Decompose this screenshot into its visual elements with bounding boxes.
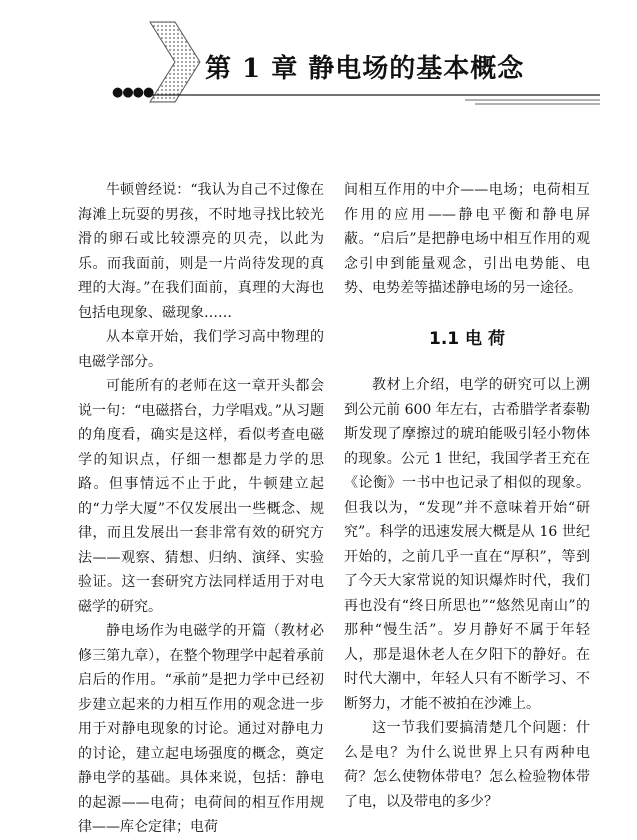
chapter-title: 第 1 章 静电场的基本概念 (205, 54, 525, 84)
paragraph: 静电场作为电磁学的开篇（教材必修三第九章），在整个物理学中起着承前启后的作用。“承前”是把力学中已经初步建立起来的力相互作用的观念进一步用于对静电现象的讨论。通过对静电力的讨论，建立起电场强度的概念，奠定静电学的基础。具体来说，包括：静电的起源——电荷；电荷间的相互作用规律——库仑定律；电荷 (78, 623, 324, 835)
left-column (78, 178, 324, 840)
right-column (344, 178, 590, 814)
paragraph: 从本章开始，我们学习高中物理的电磁学部分。 (78, 329, 324, 370)
paragraph: 牛顿曾经说：“我认为自己不过像在海滩上玩耍的男孩，不时地寻找比较光滑的卵石或比较漂亮的贝壳，以此为乐。而我面前，则是一片尚待发现的真理的大海。”在我们面前，真理的大海也包括电现象、磁现象…… (78, 182, 324, 321)
paragraph: 教材上介绍，电学的研究可以上溯到公元前 600 年左右，古希腊学者泰勒斯发现了摩擦过的琥珀能吸引轻小物体的现象。公元 1 世纪，我国学者王充在《论衡》一书中也记录了相似的现象。但我以为，“发现”并不意味着开始“研究”。科学的迅速发展大概是从 16 世纪开始的，之前几乎一直在“厚积”，等到了今天大家常说的知识爆炸时代，我们再也没有“终日所思也”“悠然见南山”的那种“慢生活”。岁月静好不属于年轻人，那是退休老人在夕阳下的静好。在时代大潮中，年轻人只有不断学习、不断努力，才能不被拍在沙滩上。 (344, 377, 590, 712)
chapter-header (0, 0, 637, 120)
section-title: 1.1 电 荷 (429, 328, 505, 349)
paragraph-continued: 间相互作用的中介——电场；电荷相互作用的应用——静电平衡和静电屏蔽。“启后”是把静电场中相互作用的观念引申到能量观念，引出电势能、电势、电势差等描述静电场的另一途径。 (344, 182, 590, 296)
header-dots: ●●●● (112, 85, 154, 100)
paragraph: 可能所有的老师在这一章开头都会说一句：“电磁搭台，力学唱戏。”从习题的角度看，确实是这样，看似考查电磁学的知识点，仔细一想都是力学的思路。但事情远不止于此，牛顿建立起的“力学大厦”不仅发展出一些概念、规律，而且发展出一套非常有效的研究方法——观察、猜想、归纳、演绎、实验验证。这一套研究方法同样适用于对电磁学的研究。 (78, 378, 324, 615)
chevron-decoration (150, 22, 200, 102)
paragraph: 这一节我们要搞清楚几个问题：什么是电？为什么说世界上只有两种电荷？怎么使物体带电？怎么检验物体带了电，以及带电的多少？ (344, 720, 590, 810)
